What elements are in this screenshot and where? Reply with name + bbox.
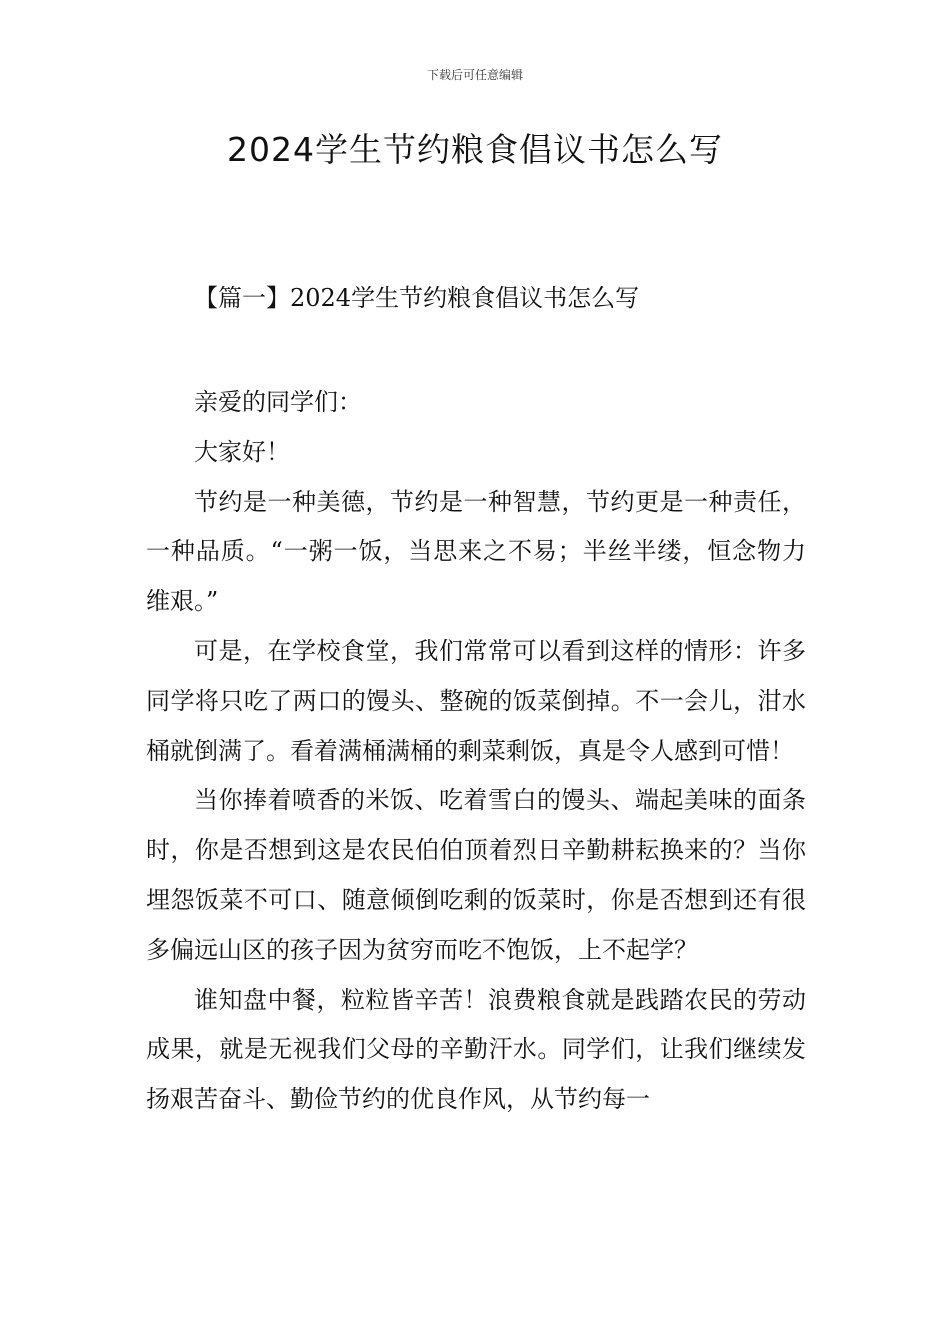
paragraph-appeal: 谁知盘中餐，粒粒皆辛苦！浪费粮食就是践踏农民的劳动成果，就是无视我们父母的辛勤汗水。同学们，让我们继续发扬艰苦奋斗、勤俭节约的优良作风，从节约每一: [146, 985, 806, 1114]
page-header-note: 下载后可任意编辑: [426, 68, 523, 82]
document-title: 2024学生节约粮食倡议书怎么写: [227, 130, 723, 169]
paragraph-greeting: 大家好！: [194, 437, 290, 466]
paragraph-canteen: 可是，在学校食堂，我们常常可以看到这样的情形：许多同学将只吃了两口的馒头、整碗的饭菜倒掉。不一会儿，泔水桶就倒满了。看着满桶满桶的剩菜剩饭，真是令人感到可惜！: [146, 636, 806, 765]
section-heading: 【篇一】2024学生节约粮食倡议书怎么写: [194, 284, 640, 312]
paragraph-reflection: 当你捧着喷香的米饭、吃着雪白的馒头、端起美味的面条时，你是否想到这是农民伯伯顶着烈日辛勤耕耘换来的？当你埋怨饭菜不可口、随意倾倒吃剩的饭菜时，你是否想到还有很多偏远山区的孩子因为贫穷而吃不饱饭，上不起学？: [146, 786, 806, 964]
paragraph-virtue: 节约是一种美德，节约是一种智慧，节约更是一种责任，一种品质。“一粥一饭，当思来之不易；半丝半缕，恒念物力维艰。”: [146, 487, 806, 616]
document-body: [146, 378, 806, 1125]
paragraph-salutation: 亲爱的同学们：: [194, 388, 362, 416]
